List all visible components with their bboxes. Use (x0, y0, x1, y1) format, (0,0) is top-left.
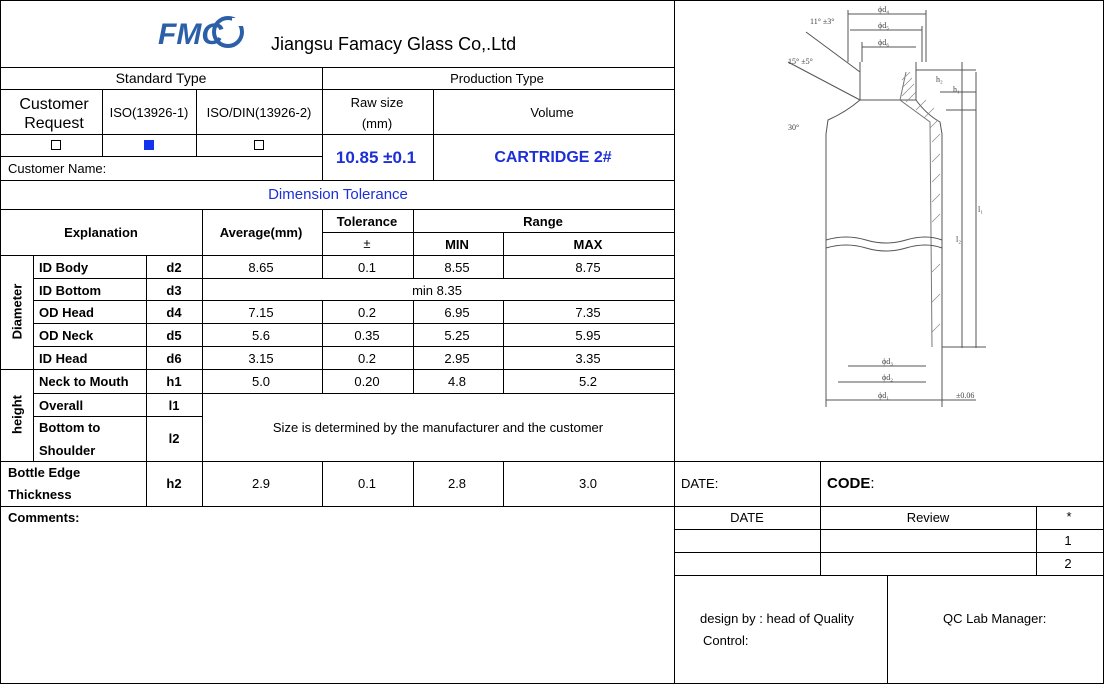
qc-lab-manager-label: QC Lab Manager: (943, 611, 1047, 626)
drawing-label: 11° ±3° (810, 17, 835, 26)
row-symbol: d4 (166, 305, 182, 320)
row-name: ID Head (39, 351, 88, 366)
drawing-label: l₂ (956, 235, 962, 244)
row-min: 4.8 (447, 374, 467, 389)
iso-din-13926-2-label: ISO/DIN(13926-2) (206, 105, 312, 120)
tolerance-pm: ± (363, 236, 371, 251)
volume-value: CARTRIDGE 2# (494, 149, 612, 166)
code-label-colon: : (870, 475, 875, 492)
drawing-label: 30° (788, 123, 800, 132)
row-symbol: h1 (166, 374, 182, 389)
drawing-label: ϕd₅ (878, 21, 889, 30)
average-header: Average(mm) (219, 225, 303, 240)
explanation-header: Explanation (64, 225, 138, 240)
row-min: 5.25 (444, 328, 470, 343)
row-max: 3.35 (575, 351, 601, 366)
customer-request-label: Customer Request (19, 96, 89, 132)
review-column-header: Review (906, 510, 950, 525)
min-header: MIN (445, 237, 469, 252)
star-column-header: * (1066, 509, 1072, 524)
max-header: MAX (573, 237, 603, 252)
row-average: 5.6 (251, 328, 271, 343)
drawing-label: ϕd₁ (878, 391, 889, 400)
row-name-line2: Thickness (8, 487, 72, 502)
row-name: Bottom to (39, 420, 101, 435)
review-row-1: 1 (1064, 533, 1072, 548)
raw-size-value: 10.85 ±0.1 (335, 148, 417, 167)
row-symbol: l1 (168, 398, 180, 413)
code-label-text: CODE (827, 475, 871, 492)
row-max: 5.2 (578, 374, 598, 389)
row-tolerance: 0.20 (354, 374, 380, 389)
tolerance-header: Tolerance (336, 214, 398, 229)
svg-text:FMC: FMC (158, 18, 223, 51)
row-max: 8.75 (575, 260, 601, 275)
checkbox-iso-din-13926-2[interactable] (254, 140, 264, 150)
row-symbol: d5 (166, 328, 182, 343)
row-name: OD Neck (39, 328, 94, 343)
row-tolerance: 0.1 (357, 476, 377, 491)
standard-type-label: Standard Type (115, 70, 207, 86)
volume-label: Volume (530, 105, 574, 120)
row-average: 5.0 (251, 374, 271, 389)
comments-label: Comments: (8, 510, 80, 525)
range-header: Range (523, 214, 563, 229)
row-symbol: d6 (166, 351, 182, 366)
row-tolerance: 0.2 (357, 305, 377, 320)
row-tolerance: 0.1 (357, 260, 377, 275)
code-label (827, 476, 875, 491)
row-min: 2.95 (444, 351, 470, 366)
size-note: Size is determined by the manufacturer and the customer (272, 420, 604, 435)
checkbox-iso-13926-1[interactable] (144, 140, 154, 150)
row-tolerance: 0.35 (354, 328, 380, 343)
group-diameter: Diameter (9, 283, 25, 340)
row-average: 3.15 (248, 351, 274, 366)
row-name-line2: Shoulder (39, 443, 96, 458)
row-symbol: d3 (166, 283, 182, 298)
customer-name-label: Customer Name: (8, 161, 107, 176)
row-name: Overall (39, 398, 84, 413)
row-average: 7.15 (248, 305, 274, 320)
date-column-header: DATE (730, 510, 764, 525)
drawing-label: ϕd₄ (878, 5, 889, 14)
drawing-label: ϕd₆ (878, 38, 889, 47)
drawing-label: ϕd₃ (882, 357, 893, 366)
row-symbol: h2 (166, 476, 182, 491)
drawing-label: l₁ (978, 205, 984, 214)
review-row-2: 2 (1064, 556, 1072, 571)
raw-size-label: Raw size (350, 95, 404, 110)
design-by-label: design by : head of Quality (700, 611, 854, 626)
group-height: height (9, 395, 25, 434)
row-symbol: d2 (166, 260, 182, 275)
iso-13926-1-label: ISO(13926-1) (109, 105, 189, 120)
row-average: 2.9 (251, 476, 271, 491)
company-logo (158, 10, 248, 54)
date-label: DATE: (681, 476, 719, 491)
row-min: 8.55 (444, 260, 470, 275)
drawing-label: h₁ (953, 85, 960, 94)
row-name: Neck to Mouth (39, 374, 129, 389)
drawing-label: ϕd₂ (882, 373, 893, 382)
row-name: ID Body (39, 260, 89, 275)
design-by-label-line2: Control: (703, 633, 749, 648)
row-symbol: l2 (168, 431, 180, 446)
drawing-label: ±0.06 (956, 391, 975, 400)
company-name: Jiangsu Famacy Glass Co,.Ltd (271, 34, 517, 54)
drawing-label: 15° ±5° (788, 57, 813, 66)
row-average: 8.65 (248, 260, 274, 275)
row-name: OD Head (39, 305, 94, 320)
row-name: ID Bottom (39, 283, 102, 298)
production-type-label: Production Type (450, 71, 544, 86)
cartridge-technical-drawing (676, 2, 1102, 459)
row-min: 6.95 (444, 305, 470, 320)
row-max: 3.0 (578, 476, 598, 491)
row-merged-value: min 8.35 (412, 283, 462, 298)
drawing-label: h₂ (936, 75, 943, 84)
checkbox-customer-request[interactable] (51, 140, 61, 150)
row-min: 2.8 (447, 476, 467, 491)
row-tolerance: 0.2 (357, 351, 377, 366)
row-max: 7.35 (575, 305, 601, 320)
dimension-tolerance-title: Dimension Tolerance (268, 186, 408, 203)
row-max: 5.95 (575, 328, 601, 343)
raw-size-unit: (mm) (361, 116, 393, 131)
row-name: Bottle Edge (8, 465, 81, 480)
